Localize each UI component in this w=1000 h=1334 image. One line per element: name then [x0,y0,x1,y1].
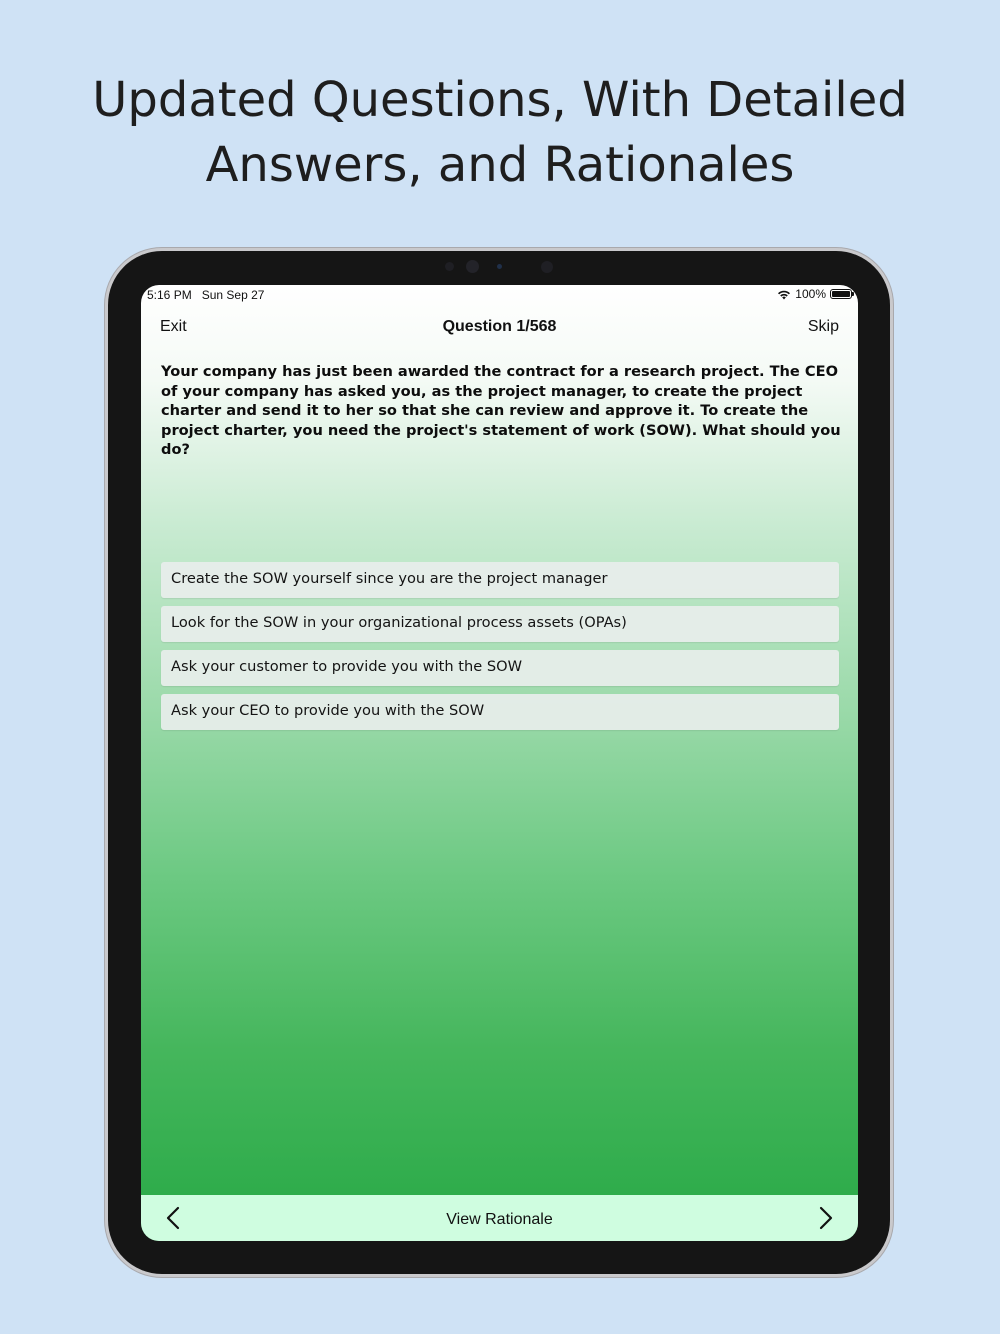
view-rationale-button[interactable]: View Rationale [446,1211,553,1228]
camera-indicator [497,264,502,269]
app-screen [141,285,858,1241]
sensor-dot [445,262,454,271]
sensor-dot [541,261,553,273]
chevron-right-icon[interactable] [814,1206,836,1230]
bottom-toolbar [141,1195,858,1241]
headline-line-2: Answers, and Rationales [205,137,795,193]
answer-option-2[interactable]: Look for the SOW in your organizational process assets (OPAs) [161,606,839,642]
nav-bar [141,315,858,341]
wifi-icon [777,289,791,300]
front-camera [466,260,479,273]
status-bar [141,285,858,305]
battery-icon [830,289,852,299]
answer-option-3[interactable]: Ask your customer to provide you with the SOW [161,650,839,686]
headline-line-1: Updated Questions, With Detailed [92,72,908,128]
exit-button[interactable]: Exit [160,318,187,335]
answer-list [161,562,839,738]
status-date: Sun Sep 27 [201,288,265,302]
question-text: Your company has just been awarded the contract for a research project. The CEO of your company has asked you, as the project manager, to create the project charter and send it to her so that she can review and approve it. To create the project charter, you need the project's statement of work (SOW). What should you do? [161,363,841,459]
question-counter-title: Question 1/568 [442,318,557,335]
marketing-headline [0,68,1000,198]
battery-percent: 100% [795,287,826,301]
skip-button[interactable]: Skip [807,318,839,335]
answer-option-4[interactable]: Ask your CEO to provide you with the SOW [161,694,839,730]
answer-option-1[interactable]: Create the SOW yourself since you are the project manager [161,562,839,598]
status-time: 5:16 PM [147,288,192,302]
battery-level [832,291,850,297]
